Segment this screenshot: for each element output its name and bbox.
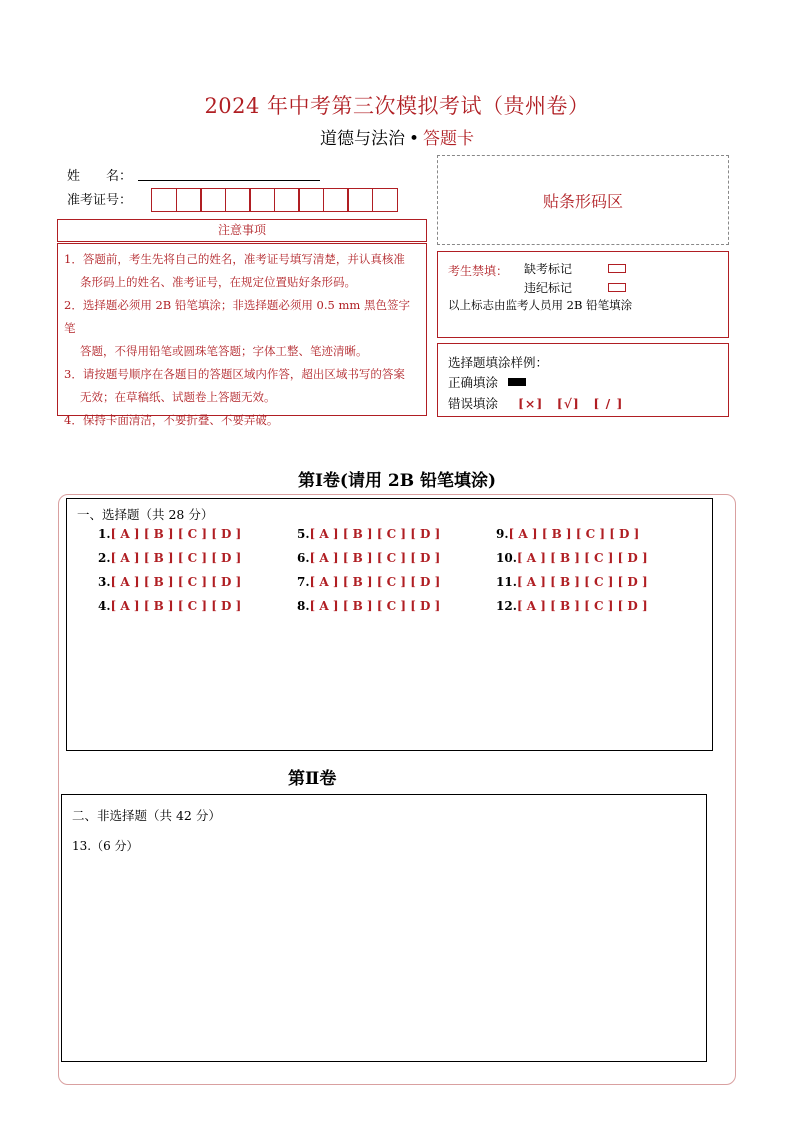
forbidden-note: 以上标志由监考人员用 2B 铅笔填涂: [448, 298, 633, 312]
non-choice-heading: 二、非选择题（共 42 分）: [72, 808, 221, 823]
examinee-forbidden-box: [437, 251, 729, 338]
exam-id-digit-box[interactable]: [323, 188, 349, 212]
notice-line: 4．保持卡面清洁，不要折叠、不要弄破。: [64, 413, 279, 427]
non-choice-answer-box[interactable]: [61, 794, 707, 1062]
notice-item: [64, 409, 420, 432]
notice-line: 1．答题前，考生先将自己的姓名，准考证号填写清楚，并认真核准: [64, 252, 405, 266]
notice-item: [64, 363, 420, 409]
barcode-area: [437, 155, 729, 245]
forbidden-title: 考生禁填：: [448, 264, 509, 278]
exam-id-digit-box[interactable]: [372, 188, 398, 212]
choice-question-box: [66, 498, 713, 751]
choice-question-row[interactable]: 2.[ A ] [ B ] [ C ] [ D ]: [98, 551, 242, 565]
notice-line: 答题，不得用铅笔或圆珠笔答题；字体工整、笔迹清晰。: [80, 344, 368, 358]
separator-dot: •: [408, 129, 420, 149]
violation-mark-box[interactable]: [608, 283, 626, 292]
filled-mark-icon: [508, 378, 526, 386]
wrong-fill-label: 错误填涂: [448, 396, 499, 411]
choice-question-row[interactable]: 6.[ A ] [ B ] [ C ] [ D ]: [297, 551, 441, 565]
notice-line: 无效；在草稿纸、试题卷上答题无效。: [80, 390, 276, 404]
exam-id-digit-box[interactable]: [249, 188, 275, 212]
absent-mark-box[interactable]: [608, 264, 626, 273]
wrong-fill-marks: [×] [√] [ / ]: [518, 396, 624, 411]
exam-id-digit-box[interactable]: [200, 188, 226, 212]
notice-title: 注意事项: [57, 219, 427, 242]
exam-id-boxes[interactable]: [151, 188, 396, 212]
exam-id-digit-box[interactable]: [298, 188, 324, 212]
violation-mark-label: 违纪标记: [524, 281, 573, 295]
exam-id-digit-box[interactable]: [225, 188, 251, 212]
choice-question-row[interactable]: 1.[ A ] [ B ] [ C ] [ D ]: [98, 527, 242, 541]
section1-title: 第Ⅰ卷(请用 2B 铅笔填涂): [297, 471, 497, 491]
choice-question-row[interactable]: 4.[ A ] [ B ] [ C ] [ D ]: [98, 599, 242, 613]
choice-question-row[interactable]: 5.[ A ] [ B ] [ C ] [ D ]: [297, 527, 441, 541]
notice-line: 3．请按题号顺序在各题目的答题区域内作答，超出区域书写的答案: [64, 367, 405, 381]
subject-name: 道德与法治: [319, 129, 405, 149]
section2-title: 第Ⅱ卷: [288, 769, 337, 789]
barcode-label: 贴条形码区: [542, 191, 623, 211]
exam-id-digit-box[interactable]: [347, 188, 373, 212]
exam-id-digit-box[interactable]: [176, 188, 202, 212]
choice-question-row[interactable]: 9.[ A ] [ B ] [ C ] [ D ]: [496, 527, 640, 541]
correct-fill-label: 正确填涂: [448, 375, 499, 390]
choice-question-row[interactable]: 3.[ A ] [ B ] [ C ] [ D ]: [98, 575, 242, 589]
page-title: 2024 年中考第三次模拟考试（贵州卷）: [204, 94, 590, 118]
notice-item: [64, 248, 420, 294]
choice-question-row[interactable]: 8.[ A ] [ B ] [ C ] [ D ]: [297, 599, 441, 613]
card-label: 答题卡: [423, 129, 475, 149]
notice-line: 条形码上的姓名、准考证号，在规定位置贴好条形码。: [80, 275, 356, 289]
name-field[interactable]: [138, 180, 320, 181]
exam-id-digit-box[interactable]: [151, 188, 177, 212]
fill-sample-box: [437, 343, 729, 417]
exam-id-label: 准考证号：: [67, 193, 133, 208]
question-13-label: 13.（6 分）: [72, 839, 139, 853]
notice-line: 2．选择题必须用 2B 铅笔填涂；非选择题必须用 0.5 mm 黑色签字笔: [64, 298, 410, 335]
sample-title: 选择题填涂样例：: [448, 355, 549, 370]
choice-question-row[interactable]: 7.[ A ] [ B ] [ C ] [ D ]: [297, 575, 441, 589]
exam-id-digit-box[interactable]: [274, 188, 300, 212]
notice-box: [57, 243, 427, 427]
absent-mark-label: 缺考标记: [524, 262, 573, 276]
notice-item: [64, 294, 420, 363]
choice-question-row[interactable]: 12.[ A ] [ B ] [ C ] [ D ]: [496, 599, 648, 613]
choice-question-row[interactable]: 11.[ A ] [ B ] [ C ] [ D ]: [496, 575, 648, 589]
choice-heading: 一、选择题（共 28 分）: [77, 507, 214, 522]
name-label: 姓 名：: [67, 169, 133, 184]
subject-line: [0, 124, 794, 149]
choice-question-row[interactable]: 10.[ A ] [ B ] [ C ] [ D ]: [496, 551, 648, 565]
